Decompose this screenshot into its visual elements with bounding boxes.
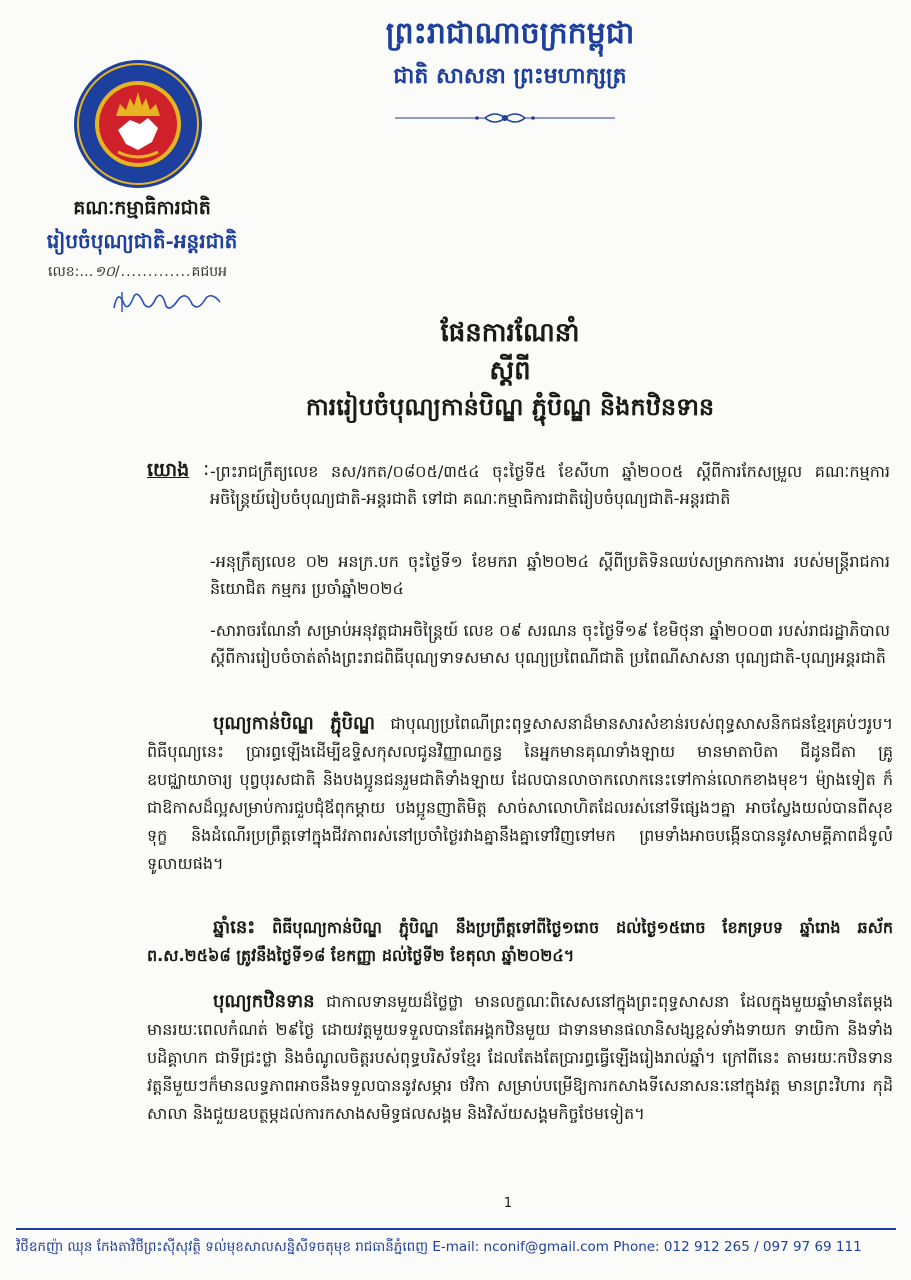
page-number: 1 <box>503 1196 513 1211</box>
organization-seal-icon <box>72 58 204 190</box>
body-paragraph <box>147 988 893 1128</box>
reference-item: -អនុក្រឹត្យលេខ ០២ អនក្រ.បក ចុះថ្ងៃទី១ ខែមករា ឆ្នាំ២០២៤ ស្តីពីប្រតិទិនឈប់សម្រាកការងារ របស់មន្ត្រីរាជការ និយោជិត កម្មករ ប្រចាំឆ្នាំ២០២៤ <box>210 552 890 598</box>
kingdom-motto: ជាតិ សាសនា ព្រះមហាក្សត្រ <box>393 63 627 89</box>
paragraph-lead: ឆ្នាំនេះ <box>213 917 256 938</box>
reference-number-line: លេខ:…១០/.............គជបអ <box>48 264 228 280</box>
footer-contact: វិថីឧកញ៉ា ឈុន កែងតាវិថីព្រះស៊ីសុវត្ថិ ទល់មុខសាលសន្និសីទចតុមុខ រាជធានីភ្នំពេញ E-mail: nconif@gmail.com Phone: 012 912 265 / 097 97 69 111 <box>16 1239 862 1255</box>
organization-name: គណៈកម្មាធិការជាតិ <box>73 197 211 219</box>
references-label: យោង <box>147 459 190 481</box>
document-title-connector: ស្តីពី <box>489 356 531 386</box>
document-subject: ការរៀបចំបុណ្យកាន់បិណ្ឌ ភ្ជុំបិណ្ឌ និងកឋិនទាន <box>305 392 715 421</box>
organization-subtitle: រៀបចំបុណ្យជាតិ-អន្តរជាតិ <box>46 229 238 253</box>
reference-item: -សារាចរណែនាំ សម្រាប់អនុវត្តជាអចិន្ត្រៃយ៍ លេខ ០៩ សរណន ចុះថ្ងៃទី១៩ ខែមិថុនា ឆ្នាំ២០០៣ របស់រាជរដ្ឋាភិបាល ស្តីពីការរៀបចំចាត់តាំងព្រះរាជពិធីបុណ្យទាទសមាស បុណ្យប្រពៃណីជាតិ ប្រពៃណីសាសនា បុណ្យជាតិ-បុណ្យអន្តរជាតិ <box>210 621 890 667</box>
references-colon: : <box>203 458 210 480</box>
paragraph-body: ជាបុណ្យប្រពៃណីព្រះពុទ្ធសាសនាដ៏មានសារសំខាន់របស់ពុទ្ធសាសនិកជនខ្មែរគ្រប់ៗរូប។ ពិធីបុណ្យនេះ ប្រារព្ធឡើងដើម្បីឧទ្ទិសកុសលជូនវិញ្ញាណក្ខន្ធ នៃអ្នកមានគុណទាំងឡាយ មានមាតាបិតា ជីដូនជីតា គ្រូឧបជ្ឈាយាចារ្យ បុព្វបុរសជាតិ និងបងប្អូនជនរួមជាតិទាំងឡាយ ដែលបានលាចាកលោកនេះទៅកាន់លោកខាងមុខ។ ម៉្យាងទៀត ក៏ជាឱកាសដ៏ល្អសម្រាប់ការជួបជុំឪពុកម្តាយ បងប្អូនញាតិមិត្ត សាច់សាលោហិតដែលរស់នៅទីផ្សេងៗគ្នា អាចស្វែងយល់បានពីសុខទុក្ខ និងដំណើរប្រព្រឹត្តទៅក្នុងជីវភាពរស់នៅប្រចាំថ្ងៃរវាងគ្នានឹងគ្នាទៅវិញទៅមក ព្រមទាំងអាចបង្កើនបាននូវសាមគ្គីភាពដ៏ទូលំទូលាយផង។ <box>147 714 893 873</box>
reference-suffix: គជបអ <box>191 264 228 280</box>
body-paragraph <box>147 914 893 970</box>
paragraph-lead: បុណ្យកាន់បិណ្ឌ ភ្ជុំបិណ្ឌ <box>213 713 376 734</box>
reference-item: -ព្រះរាជក្រឹត្យលេខ នស/រកត/០៨០៥/៣៥៤ ចុះថ្ងៃទី៥ ខែសីហា ឆ្នាំ២០០៥ ស្តីពីការកែសម្រួល គណៈកម្មការអចិន្ត្រៃយ៍រៀបចំបុណ្យជាតិ-អន្តរជាតិ ទៅជា គណៈកម្មាធិការជាតិរៀបចំបុណ្យជាតិ-អន្តរជាតិ <box>210 462 890 508</box>
reference-label: លេខ: <box>48 264 80 280</box>
paragraph-body: ពិធីបុណ្យកាន់បិណ្ឌ ភ្ជុំបិណ្ឌ នឹងប្រព្រឹត្តទៅពីថ្ងៃ១រោច ដល់ថ្ងៃ១៥រោច ខែភទ្របទ ឆ្នាំរោង ឆស័ក ព.ស.២៥៦៨ ត្រូវនឹងថ្ងៃទី១៨ ខែកញ្ញា ដល់ថ្ងៃទី២ ខែតុលា ឆ្នាំ២០២៤។ <box>147 918 893 965</box>
paragraph-lead: បុណ្យកឋិនទាន <box>213 991 315 1012</box>
ornament-divider-icon <box>385 108 625 128</box>
handwritten-signature-icon <box>108 282 228 316</box>
kingdom-title: ព្រះរាជាណាចក្រកម្ពុជា <box>385 16 635 51</box>
reference-number: ១០ <box>94 264 115 280</box>
paragraph-body: ជាកាលទានមួយដ៏ថ្លៃថ្លា មានលក្ខណៈពិសេសនៅក្នុងព្រះពុទ្ធសាសនា ដែលក្នុងមួយឆ្នាំមានតែម្តង មានរយៈពេលកំណត់ ២៩ថ្ងៃ ដោយវត្តមួយទទួលបានតែអង្គកឋិនមួយ ជាទានមានផលានិសង្សខ្ពស់ទាំងទាយក ទាយិកា និងទាំងបដិគ្គាហក ជាទីជ្រះថ្លា និងចំណូលចិត្តរបស់ពុទ្ធបរិស័ទខ្មែរ ដែលតែងតែប្រារព្ធធ្វើឡើងរៀងរាល់ឆ្នាំ។ ក្រៅពីនេះ តាមរយៈកឋិនទាន វត្តនីមួយៗក៏មានលទ្ធភាពអាចនឹងទទួលបាននូវសម្ភារ ថវិកា សម្រាប់បម្រើឱ្យការកសាងទីសេនាសនៈនៅក្នុងវត្ត មានព្រះវិហារ កុដិ សាលា និងជួយឧបត្ថម្ភដល់ការកសាងសមិទ្ធផលសង្គម និងវិស័យសង្គមកិច្ចថែមទៀត។ <box>147 992 893 1123</box>
body-paragraph <box>147 710 893 878</box>
footer-divider <box>16 1228 896 1230</box>
document-title: ផែនការណែនាំ <box>440 318 580 348</box>
